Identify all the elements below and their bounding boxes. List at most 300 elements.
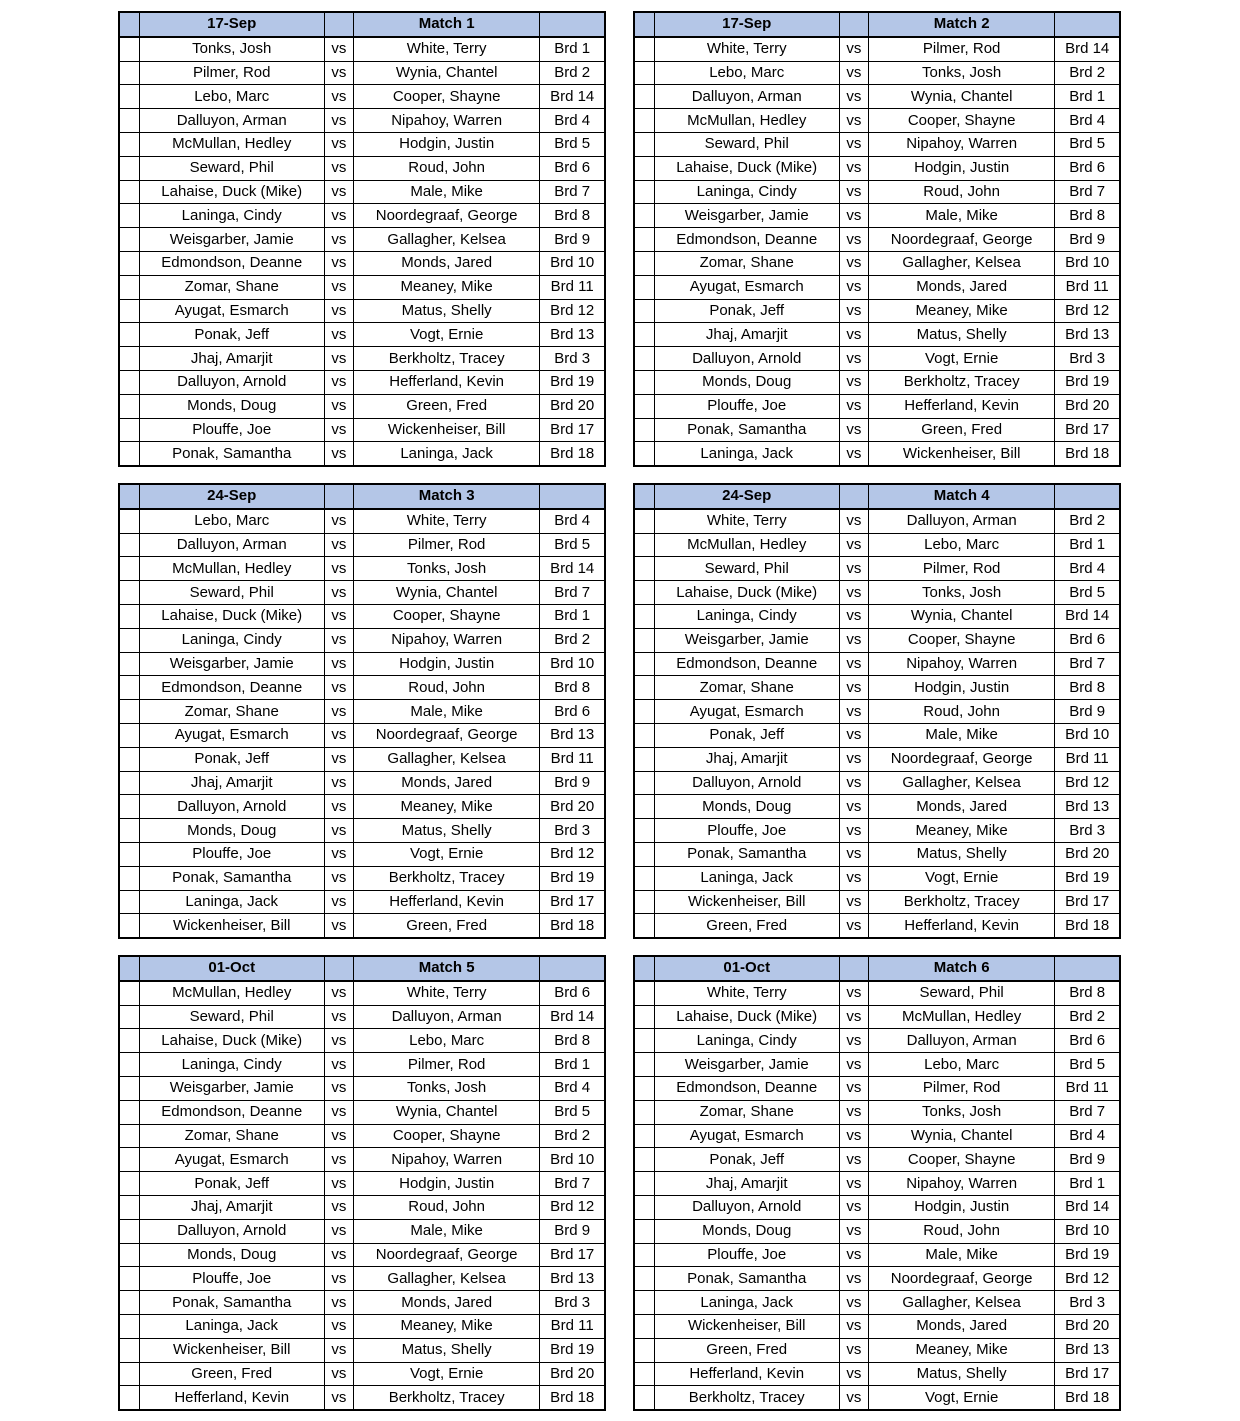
row-marker [634,1338,654,1362]
board-number: Brd 3 [540,819,605,843]
table-row [634,1219,1120,1243]
player-one: Edmondson, Deanne [139,676,324,700]
vs-label: vs [324,1076,353,1100]
table-row [119,1338,605,1362]
vs-label: vs [839,1386,868,1410]
vs-label: vs [839,85,868,109]
row-marker [119,418,139,442]
row-marker [634,795,654,819]
table-row [119,1172,605,1196]
vs-label: vs [839,251,868,275]
row-marker [119,1267,139,1291]
player-two: Meaney, Mike [868,819,1054,843]
player-two: Cooper, Shayne [353,604,539,628]
board-number: Brd 14 [1055,604,1120,628]
header-blank [119,484,139,509]
player-one: Ponak, Samantha [139,866,324,890]
board-number: Brd 10 [540,1148,605,1172]
vs-label: vs [324,37,353,61]
player-one: Green, Fred [654,1338,839,1362]
player-one: Jhaj, Amarjit [139,1195,324,1219]
row-marker [634,370,654,394]
row-marker [634,652,654,676]
player-one: Zomar, Shane [654,1100,839,1124]
row-marker [119,251,139,275]
vs-label: vs [839,509,868,533]
player-two: Noordegraaf, George [353,723,539,747]
table-row [634,723,1120,747]
table-row [119,156,605,180]
vs-label: vs [324,442,353,466]
row-marker [634,132,654,156]
table-row [634,981,1120,1005]
table-row [119,1124,605,1148]
row-marker [634,981,654,1005]
player-one: Laninga, Jack [139,1314,324,1338]
board-number: Brd 7 [1055,180,1120,204]
row-marker [119,1314,139,1338]
player-two: Noordegraaf, George [868,228,1054,252]
vs-label: vs [839,1100,868,1124]
player-two: Gallagher, Kelsea [353,747,539,771]
table-row [634,442,1120,466]
table-row [634,61,1120,85]
row-marker [119,132,139,156]
player-two: Meaney, Mike [353,275,539,299]
table-row [119,890,605,914]
player-one: Weisgarber, Jamie [654,204,839,228]
row-marker [119,509,139,533]
board-number: Brd 3 [1055,1291,1120,1315]
vs-label: vs [839,61,868,85]
player-two: Wickenheiser, Bill [868,442,1054,466]
player-two: White, Terry [353,509,539,533]
vs-label: vs [324,509,353,533]
board-number: Brd 14 [1055,1195,1120,1219]
board-number: Brd 10 [1055,1219,1120,1243]
row-marker [634,1172,654,1196]
table-row [634,795,1120,819]
player-one: Plouffe, Joe [654,394,839,418]
player-one: Weisgarber, Jamie [654,1053,839,1077]
player-one: Plouffe, Joe [139,418,324,442]
vs-label: vs [839,1291,868,1315]
player-one: Edmondson, Deanne [654,1076,839,1100]
table-row [119,204,605,228]
board-number: Brd 11 [1055,275,1120,299]
board-number: Brd 18 [540,442,605,466]
player-one: Edmondson, Deanne [654,652,839,676]
board-number: Brd 14 [540,557,605,581]
vs-label: vs [324,581,353,605]
player-two: Matus, Shelly [868,323,1054,347]
player-two: Wynia, Chantel [353,581,539,605]
player-two: Vogt, Ernie [868,347,1054,371]
table-row [634,676,1120,700]
player-one: Dalluyon, Arman [139,533,324,557]
table-row [119,323,605,347]
row-marker [119,723,139,747]
board-number: Brd 18 [1055,442,1120,466]
player-two: Cooper, Shayne [353,85,539,109]
vs-label: vs [324,1314,353,1338]
table-row [119,747,605,771]
row-marker [634,1267,654,1291]
player-one: Laninga, Jack [654,866,839,890]
player-one: McMullan, Hedley [139,981,324,1005]
player-one: Edmondson, Deanne [139,1100,324,1124]
table-row [119,85,605,109]
player-two: Male, Mike [353,180,539,204]
row-marker [634,771,654,795]
board-number: Brd 19 [540,370,605,394]
header-blank [540,484,605,509]
row-marker [119,1124,139,1148]
player-two: Roud, John [353,156,539,180]
player-two: Vogt, Ernie [353,842,539,866]
board-number: Brd 6 [1055,1029,1120,1053]
match-table [633,11,1121,467]
player-one: Zomar, Shane [654,251,839,275]
row-marker [119,347,139,371]
table-row [119,1386,605,1410]
board-number: Brd 7 [540,581,605,605]
player-one: Lahaise, Duck (Mike) [654,1005,839,1029]
vs-label: vs [839,533,868,557]
player-one: Seward, Phil [139,1005,324,1029]
vs-label: vs [324,132,353,156]
row-marker [119,557,139,581]
row-marker [634,747,654,771]
player-two: Lebo, Marc [353,1029,539,1053]
row-marker [634,156,654,180]
board-number: Brd 5 [1055,581,1120,605]
player-two: Matus, Shelly [353,299,539,323]
player-two: Lebo, Marc [868,1053,1054,1077]
row-marker [119,981,139,1005]
table-row [119,842,605,866]
vs-label: vs [324,156,353,180]
row-marker [634,299,654,323]
table-row [119,1100,605,1124]
board-number: Brd 3 [540,1291,605,1315]
row-marker [119,628,139,652]
row-marker [634,557,654,581]
table-row [119,442,605,466]
table-row [634,1291,1120,1315]
vs-label: vs [839,180,868,204]
row-marker [634,204,654,228]
table-row [119,1314,605,1338]
row-marker [634,1362,654,1386]
row-marker [634,1314,654,1338]
player-two: Tonks, Josh [868,1100,1054,1124]
board-number: Brd 3 [540,347,605,371]
player-one: Ponak, Samantha [654,842,839,866]
board-number: Brd 2 [540,1124,605,1148]
header-blank [634,12,654,37]
table-row [634,700,1120,724]
table-row [634,109,1120,133]
table-row [119,700,605,724]
table-header-row [634,12,1120,37]
board-number: Brd 17 [1055,890,1120,914]
table-row [634,1148,1120,1172]
player-two: Wynia, Chantel [353,61,539,85]
board-number: Brd 19 [1055,1243,1120,1267]
vs-label: vs [324,109,353,133]
table-row [119,109,605,133]
row-marker [634,1076,654,1100]
board-number: Brd 18 [1055,1386,1120,1410]
row-marker [634,866,654,890]
row-marker [634,890,654,914]
row-marker [634,723,654,747]
board-number: Brd 13 [540,323,605,347]
board-number: Brd 4 [1055,557,1120,581]
board-number: Brd 3 [1055,347,1120,371]
header-blank [324,956,353,981]
row-marker [634,1243,654,1267]
vs-label: vs [839,299,868,323]
board-number: Brd 4 [540,1076,605,1100]
board-number: Brd 19 [540,1338,605,1362]
row-marker [119,204,139,228]
table-row [119,604,605,628]
vs-label: vs [839,442,868,466]
vs-label: vs [839,723,868,747]
table-row [119,1005,605,1029]
row-marker [634,275,654,299]
player-one: Seward, Phil [139,156,324,180]
table-row [634,890,1120,914]
player-one: Ponak, Jeff [139,747,324,771]
row-marker [119,1100,139,1124]
match-date: 24-Sep [654,484,839,509]
board-number: Brd 6 [540,700,605,724]
player-two: Hodgin, Justin [353,1172,539,1196]
player-one: Weisgarber, Jamie [139,1076,324,1100]
header-blank [324,484,353,509]
board-number: Brd 13 [540,1267,605,1291]
player-one: Plouffe, Joe [139,1267,324,1291]
vs-label: vs [324,1029,353,1053]
row-marker [119,85,139,109]
player-two: Vogt, Ernie [353,323,539,347]
player-two: Pilmer, Rod [353,533,539,557]
player-two: Male, Mike [868,1243,1054,1267]
table-row [634,323,1120,347]
player-two: Lebo, Marc [868,533,1054,557]
table-row [634,251,1120,275]
board-number: Brd 13 [1055,323,1120,347]
player-one: Green, Fred [139,1362,324,1386]
player-two: Monds, Jared [868,1314,1054,1338]
player-one: Jhaj, Amarjit [654,1172,839,1196]
vs-label: vs [839,109,868,133]
board-number: Brd 18 [1055,914,1120,938]
player-one: Green, Fred [654,914,839,938]
vs-label: vs [839,132,868,156]
vs-label: vs [324,251,353,275]
vs-label: vs [839,581,868,605]
vs-label: vs [324,418,353,442]
vs-label: vs [839,1172,868,1196]
row-marker [634,628,654,652]
player-two: Berkholtz, Tracey [353,347,539,371]
vs-label: vs [839,1219,868,1243]
vs-label: vs [839,819,868,843]
player-two: Hodgin, Justin [868,156,1054,180]
row-marker [634,1148,654,1172]
row-marker [119,652,139,676]
player-one: Dalluyon, Arman [654,85,839,109]
match-title: Match 1 [353,12,539,37]
board-number: Brd 10 [540,251,605,275]
table-row [119,228,605,252]
table-row [634,1338,1120,1362]
row-marker [634,1124,654,1148]
board-number: Brd 19 [1055,370,1120,394]
board-number: Brd 17 [540,1243,605,1267]
table-row [119,1243,605,1267]
player-one: Laninga, Cindy [139,1053,324,1077]
player-one: Wickenheiser, Bill [654,890,839,914]
player-one: White, Terry [654,981,839,1005]
vs-label: vs [839,1362,868,1386]
player-one: Lahaise, Duck (Mike) [654,581,839,605]
player-one: Tonks, Josh [139,37,324,61]
table-row [634,370,1120,394]
player-one: Ayugat, Esmarch [654,700,839,724]
vs-label: vs [839,1029,868,1053]
player-two: Gallagher, Kelsea [353,1267,539,1291]
player-one: Dalluyon, Arnold [654,771,839,795]
row-marker [119,442,139,466]
table-row [634,557,1120,581]
table-row [119,275,605,299]
vs-label: vs [839,652,868,676]
table-row [634,628,1120,652]
player-two: Seward, Phil [868,981,1054,1005]
board-number: Brd 20 [540,394,605,418]
vs-label: vs [324,1267,353,1291]
row-marker [119,1005,139,1029]
match-table [118,955,606,1411]
row-marker [634,61,654,85]
row-marker [119,747,139,771]
vs-label: vs [839,771,868,795]
row-marker [119,533,139,557]
table-row [119,866,605,890]
vs-label: vs [324,700,353,724]
row-marker [634,251,654,275]
row-marker [119,1219,139,1243]
vs-label: vs [839,275,868,299]
row-marker [119,1029,139,1053]
player-one: Lahaise, Duck (Mike) [139,604,324,628]
player-two: Roud, John [868,700,1054,724]
table-row [119,676,605,700]
header-blank [839,12,868,37]
player-two: Nipahoy, Warren [353,109,539,133]
table-row [634,418,1120,442]
board-number: Brd 10 [1055,251,1120,275]
row-marker [119,323,139,347]
header-blank [119,956,139,981]
board-number: Brd 12 [1055,299,1120,323]
vs-label: vs [324,1338,353,1362]
player-two: Gallagher, Kelsea [353,228,539,252]
vs-label: vs [839,347,868,371]
player-two: Roud, John [868,1219,1054,1243]
player-two: Hodgin, Justin [868,1195,1054,1219]
board-number: Brd 13 [540,723,605,747]
vs-label: vs [324,370,353,394]
player-two: Pilmer, Rod [868,557,1054,581]
header-blank [634,484,654,509]
table-header-row [119,484,605,509]
row-marker [119,61,139,85]
player-two: Wynia, Chantel [868,604,1054,628]
board-number: Brd 14 [1055,37,1120,61]
row-marker [634,581,654,605]
board-number: Brd 6 [1055,628,1120,652]
player-two: Vogt, Ernie [868,866,1054,890]
table-row [119,795,605,819]
table-row [119,914,605,938]
table-row [119,652,605,676]
board-number: Brd 12 [540,842,605,866]
player-one: McMullan, Hedley [139,557,324,581]
row-marker [119,581,139,605]
vs-label: vs [839,1314,868,1338]
row-marker [119,1338,139,1362]
vs-label: vs [324,228,353,252]
row-marker [634,323,654,347]
table-row [634,604,1120,628]
row-marker [119,1076,139,1100]
player-two: Monds, Jared [353,771,539,795]
table-row [634,1172,1120,1196]
board-number: Brd 1 [1055,533,1120,557]
table-row [634,204,1120,228]
player-two: Wynia, Chantel [353,1100,539,1124]
player-one: McMullan, Hedley [139,132,324,156]
row-marker [119,1291,139,1315]
table-row [119,251,605,275]
player-two: Tonks, Josh [868,61,1054,85]
vs-label: vs [324,981,353,1005]
board-number: Brd 4 [1055,109,1120,133]
table-row [119,509,605,533]
vs-label: vs [324,771,353,795]
board-number: Brd 12 [540,299,605,323]
player-one: Dalluyon, Arnold [139,795,324,819]
table-row [119,1219,605,1243]
player-one: Dalluyon, Arnold [139,370,324,394]
player-two: Dalluyon, Arman [868,1029,1054,1053]
board-number: Brd 11 [540,747,605,771]
board-number: Brd 14 [540,85,605,109]
vs-label: vs [324,747,353,771]
vs-label: vs [324,914,353,938]
vs-label: vs [839,1148,868,1172]
table-row [119,723,605,747]
match-table [633,483,1121,939]
player-two: Dalluyon, Arman [868,509,1054,533]
row-marker [634,1005,654,1029]
